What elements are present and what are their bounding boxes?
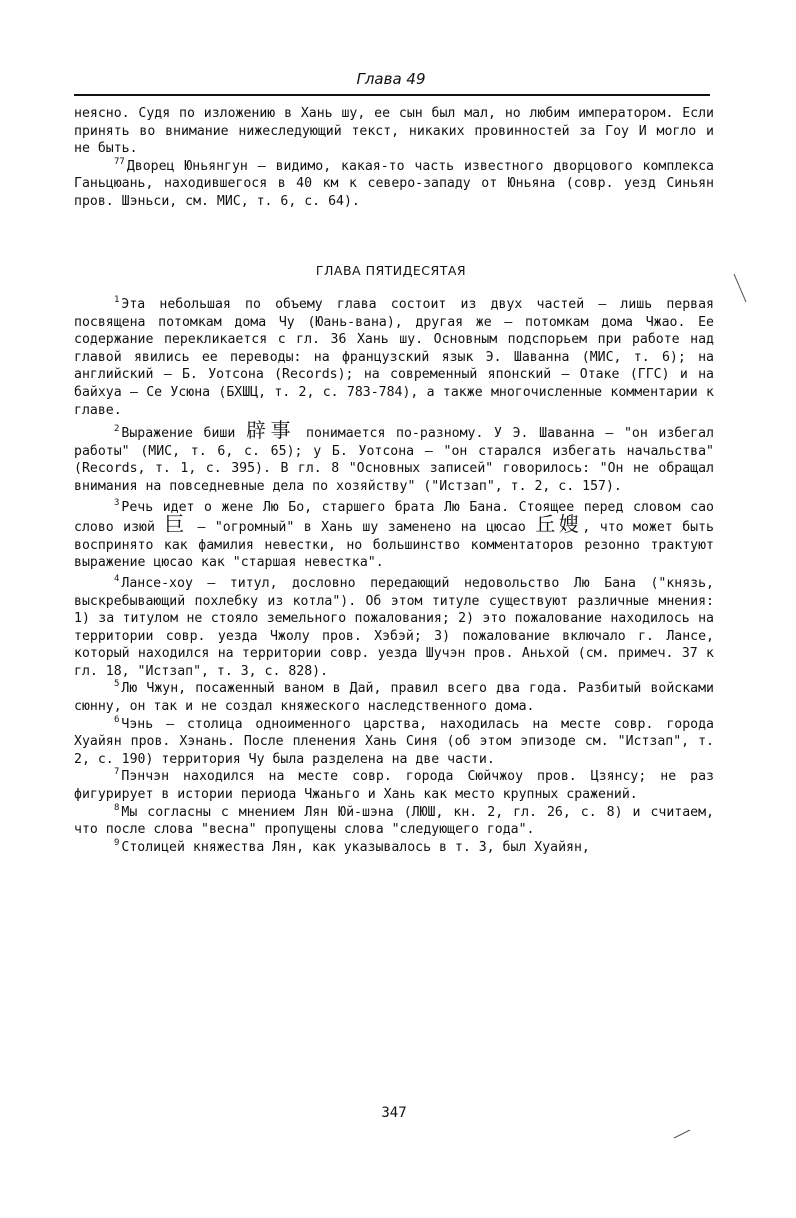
note-text: , что может быть воспринято как фамилия невестки, но большинство комментаторов резонно трактуют выражение цюсао как "старшая невестка".	[74, 520, 714, 571]
note-number: 7	[114, 767, 120, 778]
chinese-character: 巨	[164, 512, 188, 537]
note-text: Лансе-хоу — титул, дословно передающий недовольство Лю Бана ("князь, выскребывающий похлебку из котла"). Об этом титуле существуют различные мнения: 1) за титулом не стояло земельного пожалования; 2) это пожалование находилось на территории совр. уезда Чжолу пров. Хэбэй; 3) пожалование включало г. Лансе, который находился на территории совр. уезда Шучэн пров. Аньхой (см. примеч. 37 к гл. 18, "Истзап", т. 3, с. 828).	[74, 575, 714, 679]
note-5	[74, 680, 714, 715]
note-number: 9	[114, 837, 120, 848]
top-note-continuation: неясно. Судя по изложению в Хань шу, ее сын был мал, но любим императором. Если принять во внимание нижеследующий текст, никаких провинностей за Гоу И могло и не быть.	[74, 106, 714, 157]
pencil-stroke-mark	[732, 272, 756, 312]
chapter-title: ГЛАВА ПЯТИДЕСЯТАЯ	[315, 263, 467, 278]
note-number: 1	[114, 295, 120, 305]
note-1	[74, 296, 714, 419]
pencil-tick-mark	[672, 1126, 696, 1142]
note-number: 2	[114, 424, 120, 435]
note-number: 5	[114, 679, 120, 690]
note-text: Эта небольшая по объему глава состоит из двух частей — лишь первая посвящена потомкам дома Чу (Юань-вана), другая же — потомкам дома Чжао. Ее содержание перекликается с гл. 36 Хань шу. Основным подспорьем при работе над главой явились ее переводы: на французский язык Э. Шаванна (МИС, т. 6); на английский — Б. Уотсона (Records); на современный японский — Отаке (ГГС) и на байхуа — Се Усюна (БХШЦ, т. 2, с. 783-784), а также многочисленные комментарии к главе.	[74, 297, 714, 418]
note-number: 6	[114, 714, 120, 725]
note-number: 8	[114, 802, 120, 813]
notes	[74, 296, 714, 856]
note-9	[74, 839, 714, 857]
running-header: Глава 49	[356, 70, 426, 88]
note-text: Дворец Юньянгун — видимо, какая-то часть известного дворцового комплекса Ганьцюань, находившегося в 40 км к северо-западу от Юньяна (совр. уезд Синьян пров. Шэньси, см. МИС, т. 6, с. 64).	[74, 158, 714, 209]
note-text: Столицей княжества Лян, как указывалось в т. 3, был Хуайян,	[121, 839, 590, 855]
top-notes	[74, 105, 714, 211]
top-note-77	[74, 158, 714, 211]
page-number: 347	[381, 1105, 407, 1121]
note-text: — "огромный" в Хань шу заменено на цюсао	[197, 520, 526, 536]
header-rule	[74, 94, 710, 96]
note-number: 3	[114, 497, 120, 508]
note-text: Пэнчэн находился на месте совр. города Сюйчжоу пров. Цзянсу; не раз фигурирует в истории периода Чжаньго и Хань как место крупных сражений.	[74, 769, 714, 803]
note-4	[74, 575, 714, 681]
note-number: 4	[114, 573, 120, 584]
chinese-characters: 丘嫂	[535, 512, 583, 537]
note-text: Лю Чжун, посаженный ваном в Дай, правил всего два года. Разбитый войсками сюнну, он так и не создал княжеского наследственного дома.	[74, 681, 714, 715]
note-text: Мы согласны с мнением Лян Юй-шэна (ЛЮШ, кн. 2, гл. 26, с. 8) и считаем, что после слова "весна" пропущены слова "следующего года".	[74, 804, 714, 838]
note-8	[74, 804, 714, 839]
note-text: Речь идет о жене Лю Бо, старшего брата Лю Бана. Стоящее перед словом сао слово изюй	[74, 499, 714, 536]
note-text: понимается по-разному. У Э. Шаванна — "он избегал работы" (МИС, т. 6, с. 65); у Б. Уотсона — "он старался избегать начальства" (Records, т. 1, с. 395). В гл. 8 "Основных записей" говорилось: "Он не обращал внимания на повседневные дела по хозяйству" ("Истзап", т. 2, с. 157).	[74, 426, 714, 494]
note-number: 77	[114, 156, 125, 167]
note-6	[74, 716, 714, 769]
chinese-characters: 辟事	[245, 418, 296, 443]
note-3	[74, 499, 714, 572]
note-text: Выражение биши	[121, 426, 236, 442]
note-7	[74, 768, 714, 803]
note-text: Чэнь — столица одноименного царства, находилась на месте совр. города Хуайян пров. Хэнань. После пленения Хань Синя (об этом эпизоде см. "Истзап", т. 2, с. 190) территория Чу была разделена на две части.	[74, 716, 714, 767]
note-2	[74, 418, 714, 495]
